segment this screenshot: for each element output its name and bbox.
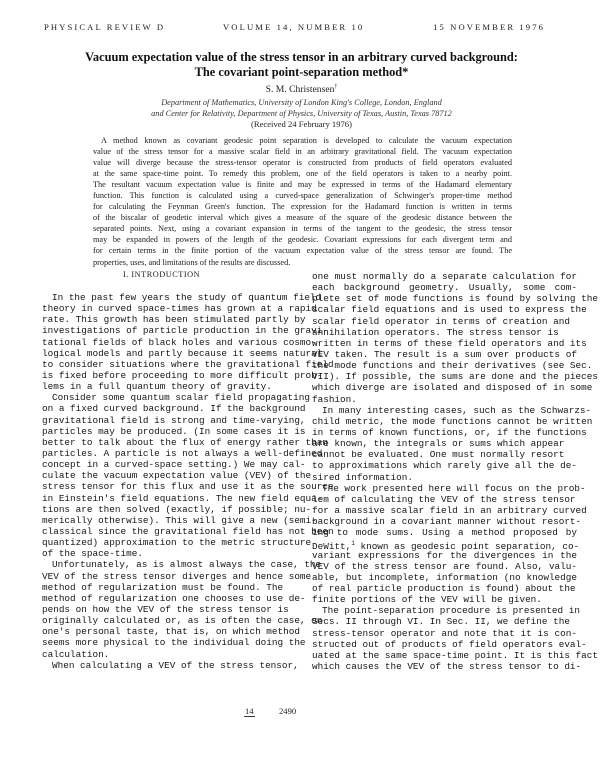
right-column xyxy=(312,271,598,672)
title-line-2: The covariant point-separation method* xyxy=(194,65,409,79)
body-text-line: The point-separation procedure is presented in xyxy=(322,605,580,617)
body-text-line: seems more physical to the individual doing the xyxy=(42,637,306,649)
body-text-line: on a fixed curved background. If the background xyxy=(42,403,306,415)
body-text-fragment: DeWitt, xyxy=(312,541,352,553)
running-head xyxy=(44,22,545,36)
body-text-line: merically otherwise). This will give a new (semi- xyxy=(42,514,317,526)
author-name: S. M. Christensen xyxy=(265,84,335,96)
body-text-line: to approximations which rarely give all the de- xyxy=(312,460,577,472)
body-text-line: When calculating a VEV of the stress tensor, xyxy=(52,659,299,671)
body-text-line: tational fields of black holes and various cosmo- xyxy=(42,336,317,348)
body-text-line: of the space-time. xyxy=(42,548,143,560)
affiliation-line-1: Department of Mathematics, University of London King's College, London, England xyxy=(161,98,442,107)
body-text-line: calculation. xyxy=(42,648,110,660)
abstract-line: at the same space-time point. To remedy this problem, one of the field operators is taken to a nearby point. xyxy=(93,169,512,179)
body-text-line: concept in a curved-space setting.) We may cal- xyxy=(42,459,306,471)
body-text-line: which diverge are isolated and disposed of in some xyxy=(312,382,593,394)
body-text-line: gravitational field is strong and time-varying, xyxy=(42,414,306,426)
body-text-line: rate. This growth has been stimulated partly by xyxy=(42,314,306,326)
abstract-line: value will diverge because the stress-tensor operator is constructed from products of field operators evaluated xyxy=(93,158,512,168)
body-text-line: pends on how the VEV of the stress tensor is xyxy=(42,603,289,615)
body-text-line: culate the vacuum expectation value (VEV) of the xyxy=(42,470,312,482)
body-text-line: originally calculated or, as is often the case, on xyxy=(42,615,323,627)
body-text-line: scalar field equations and is used to express the xyxy=(312,304,587,316)
abstract-line: A method known as covariant geodesic point separation is developed to calculate the vacuum expectation xyxy=(101,136,512,145)
body-text-line: structed out of products of field operators eval- xyxy=(312,638,587,650)
body-text-line: plete set of mode functions is found by solving the xyxy=(312,293,598,305)
body-text-line: one's personal taste, that is, on which method xyxy=(42,626,300,638)
body-text-line: method of regularization one chooses to use de- xyxy=(42,592,306,604)
abstract-line: of the biscalar of geodetic interval which gives a measure of the square of the geodesic distance between the xyxy=(93,213,512,223)
body-text-line: better to talk about the flux of energy rather than xyxy=(42,436,328,448)
body-text-line: logical models and partly because it seems natural xyxy=(42,347,323,359)
body-text-line: written in terms of these field operators and its xyxy=(312,337,587,349)
body-text-line: one must normally do a separate calculation for xyxy=(312,271,577,282)
body-text-line: child metric, the mode functions cannot be written xyxy=(312,415,593,427)
body-text-line: scalar field operator in terms of creation and xyxy=(312,315,570,327)
volume-number: VOLUME 14, NUMBER 10 xyxy=(223,22,365,32)
body-text-line: lems in a full quantum theory of gravity. xyxy=(42,381,272,393)
body-text-line: In many interesting cases, such as the Schwarzs- xyxy=(322,404,592,416)
body-text-line: finite portions of the VEV will be given. xyxy=(312,594,542,606)
body-text-line xyxy=(312,538,580,553)
title-line-1: Vacuum expectation value of the stress tensor in an arbitrary curved background: xyxy=(85,50,518,64)
body-text-line: sired information. xyxy=(312,471,413,483)
abstract xyxy=(93,135,512,268)
body-text-line: VEV of the stress tensor diverges and hence some xyxy=(42,570,312,582)
reference-superscript[interactable]: 1 xyxy=(351,540,355,548)
body-text-line: uated at the same space-time point. It is this fact xyxy=(312,649,598,661)
body-text-line: investigations of particle production in the gravi- xyxy=(42,325,328,337)
body-text-line: each background geometry. Usually, some com- xyxy=(312,282,577,294)
issue-date: 15 NOVEMBER 1976 xyxy=(433,22,545,32)
body-text-line: Unfortunately, as is almost always the case, the xyxy=(52,559,322,571)
body-text-line: Consider some quantum scalar field propagating xyxy=(52,392,310,404)
body-text-line: is fixed before proceeding to more difficult prob- xyxy=(42,369,323,381)
body-text-line: ing to mode sums. Using a method proposed by xyxy=(312,527,577,539)
body-text-line: are known, the integrals or sums which appear xyxy=(312,438,565,450)
affiliation-line-2: and Center for Relativity, Department of Physics, University of Texas, Austin, Texas 78712 xyxy=(151,109,452,118)
body-text-line: lem of calculating the VEV of the stress tensor xyxy=(312,493,576,505)
body-text-line: VEV of the stress tensor are found. Also, valu- xyxy=(312,560,577,572)
body-text-line: particles may be produced. (In some cases it is xyxy=(42,425,306,437)
body-text-line: classical since the gravitational field has not been xyxy=(42,525,334,537)
footer-volume-number: 14 xyxy=(245,706,254,716)
body-text-line: variant expressions for the divergences in the xyxy=(312,549,577,561)
body-text-fragment: known as geodesic point separation, co- xyxy=(354,541,580,553)
journal-name: PHYSICAL REVIEW D xyxy=(44,22,166,32)
page-number: 2490 xyxy=(279,706,297,716)
body-text-line: stress-tensor operator and note that it is con- xyxy=(312,627,577,639)
body-text-line: theory in curved space-times has grown at a rapid xyxy=(42,303,317,315)
body-text-line: VEV taken. The result is a sum over products of xyxy=(312,348,577,360)
abstract-line: for calculating the Feynman Green's function. The expression for the Hadamard function is written in terms xyxy=(93,202,512,212)
abstract-line: function. This function is calculated using a curved-space generalization of Schwinger's proper-time method xyxy=(93,191,512,201)
author xyxy=(0,84,603,95)
body-text-line: In the past few years the study of quantum field xyxy=(52,292,322,303)
body-text-line: VII). If possible, the sums are done and the pieces xyxy=(312,371,598,383)
body-text-line: which causes the VEV of the stress tensor to di- xyxy=(312,660,582,672)
section-heading: I. INTRODUCTION xyxy=(123,270,201,279)
body-text-line: able, but incomplete, information (no knowledge xyxy=(312,571,577,583)
body-text-line: tions are then solved (exactly, if possible; nu- xyxy=(42,503,312,515)
body-text-line: fashion. xyxy=(312,393,357,405)
body-text-line: in Einstein's field equations. The new field equa- xyxy=(42,492,323,504)
abstract-line: for certain terms in the finite portion of the vacuum expectation value of the stress tensor are found. The xyxy=(93,246,512,256)
body-text-line: to consider situations where the gravitational field xyxy=(42,358,334,370)
body-text-line: for a massive scalar field in an arbitrary curved xyxy=(312,504,587,516)
received-date: (Received 24 February 1976) xyxy=(251,119,352,129)
body-text-line: quantized) approximation to the metric structure xyxy=(42,537,312,549)
abstract-line: separated points. Next, using a covariant expansion in terms of the tangent to the geodesic, the stress tensor xyxy=(93,224,512,234)
body-text-line: cannot be evaluated. One must normally resort xyxy=(312,449,565,461)
body-text-line: method of regularization must be found. The xyxy=(42,581,284,593)
body-text-line: background in a covariant manner without resort- xyxy=(312,516,582,528)
body-text-line: annihilation operators. The stress tensor is xyxy=(312,326,559,338)
body-text-line: stress tensor for this flux and use it as the source xyxy=(42,481,334,493)
body-text-line: The work presented here will focus on the prob- xyxy=(322,482,586,494)
article-title xyxy=(20,50,583,80)
abstract-line: may be expanded in powers of the length of the geodesic. Covariant expressions for each divergent term and xyxy=(93,235,512,245)
body-text-line: in terms of known functions, or, if the functions xyxy=(312,426,587,438)
abstract-line: value of the stress tensor for a massive scalar field in an arbitrary gravitational field. The vacuum expectation xyxy=(93,147,512,157)
abstract-line: properties, uses, and limitations of the results are discussed. xyxy=(93,257,291,267)
abstract-line: The resultant vacuum expectation value is finite and may be expressed in terms of the Hadamard elementary xyxy=(93,180,512,190)
body-text-line: particles. A particle is not always a well-defined xyxy=(42,447,323,459)
body-text-line: of real particle production is found) about the xyxy=(312,582,576,594)
author-footnote-mark: † xyxy=(334,84,338,90)
body-text-line: the mode functions and their derivatives (see Sec. xyxy=(312,360,593,372)
body-text-line: Secs. II through VI. In Sec. II, we define the xyxy=(312,616,570,628)
